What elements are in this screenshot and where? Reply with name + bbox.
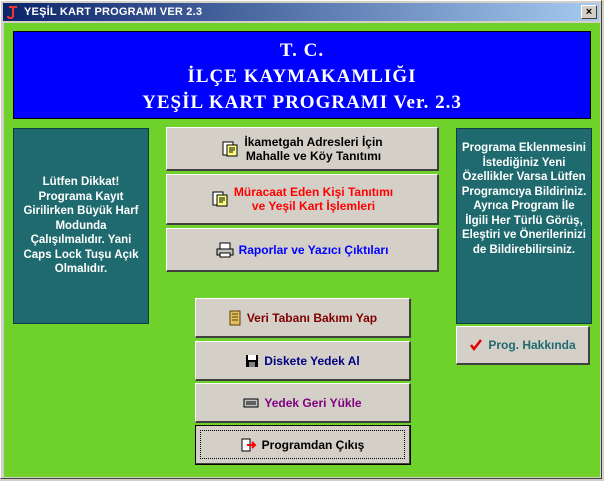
checkmark-icon [469, 338, 483, 352]
title-bar [3, 3, 599, 21]
left-notice-panel [13, 128, 149, 324]
right-notice-text: Programa Eklenmesini İstediğiniz Yeni Özellikler Varsa Lütfen Programcıya Bildiriniz. Ayrıca Program İle İlgili Her Türlü Görüş, Eleştiri ve Önerilerinizi de Bildirebilirsiniz. [461, 142, 587, 256]
application-button-line1: Müracaat Eden Kişi Tanıtımı [233, 185, 394, 199]
restore-button[interactable] [195, 383, 411, 423]
address-button-line1: İkametgah Adresleri İçin [244, 134, 383, 149]
header-banner [13, 31, 591, 119]
document-edit-icon [221, 140, 239, 158]
backup-button-label: Diskete Yedek Al [264, 353, 360, 368]
floppy-icon [245, 354, 259, 368]
keyboard-icon [243, 398, 259, 408]
document-edit-icon [211, 190, 229, 208]
right-notice-panel [456, 128, 592, 324]
address-definition-button[interactable] [166, 127, 439, 171]
application-button-line2: ve Yeşil Kart İşlemleri [251, 199, 376, 213]
app-icon [6, 5, 20, 19]
left-notice-text: Lütfen Dikkat! Programa Kayıt Girilirken Büyük Harf Modunda Çalışılmalıdır. Yani Caps Lock Tuşu Açık Olmalıdır. [23, 176, 139, 275]
reports-button[interactable] [166, 228, 439, 272]
exit-button[interactable] [195, 425, 411, 465]
client-area [4, 23, 600, 477]
exit-button-label: Programdan Çıkış [261, 437, 365, 452]
address-button-line2: Mahalle ve Köy Tanıtımı [245, 148, 382, 163]
close-icon: × [585, 5, 593, 18]
backup-button[interactable] [195, 341, 411, 381]
header-line-3: YEŞİL KART PROGRAMI Ver. 2.3 [142, 92, 462, 113]
reports-button-label: Raporlar ve Yazıcı Çıktıları [238, 242, 389, 257]
close-button[interactable] [581, 5, 597, 19]
exit-icon [241, 438, 257, 452]
window-title: YEŞİL KART PROGRAMI VER 2.3 [24, 6, 203, 18]
database-maintenance-button[interactable] [195, 298, 411, 338]
header-line-2: İLÇE KAYMAKAMLIĞI [187, 66, 417, 87]
restore-button-label: Yedek Geri Yükle [264, 395, 362, 410]
about-button[interactable] [456, 326, 590, 365]
maintenance-button-label: Veri Tabanı Bakımı Yap [246, 310, 378, 325]
printer-icon [216, 242, 234, 258]
scroll-icon [228, 310, 242, 326]
application-button[interactable] [166, 174, 439, 225]
about-button-label: Prog. Hakkında [488, 338, 576, 352]
header-line-1: T. C. [279, 40, 325, 61]
